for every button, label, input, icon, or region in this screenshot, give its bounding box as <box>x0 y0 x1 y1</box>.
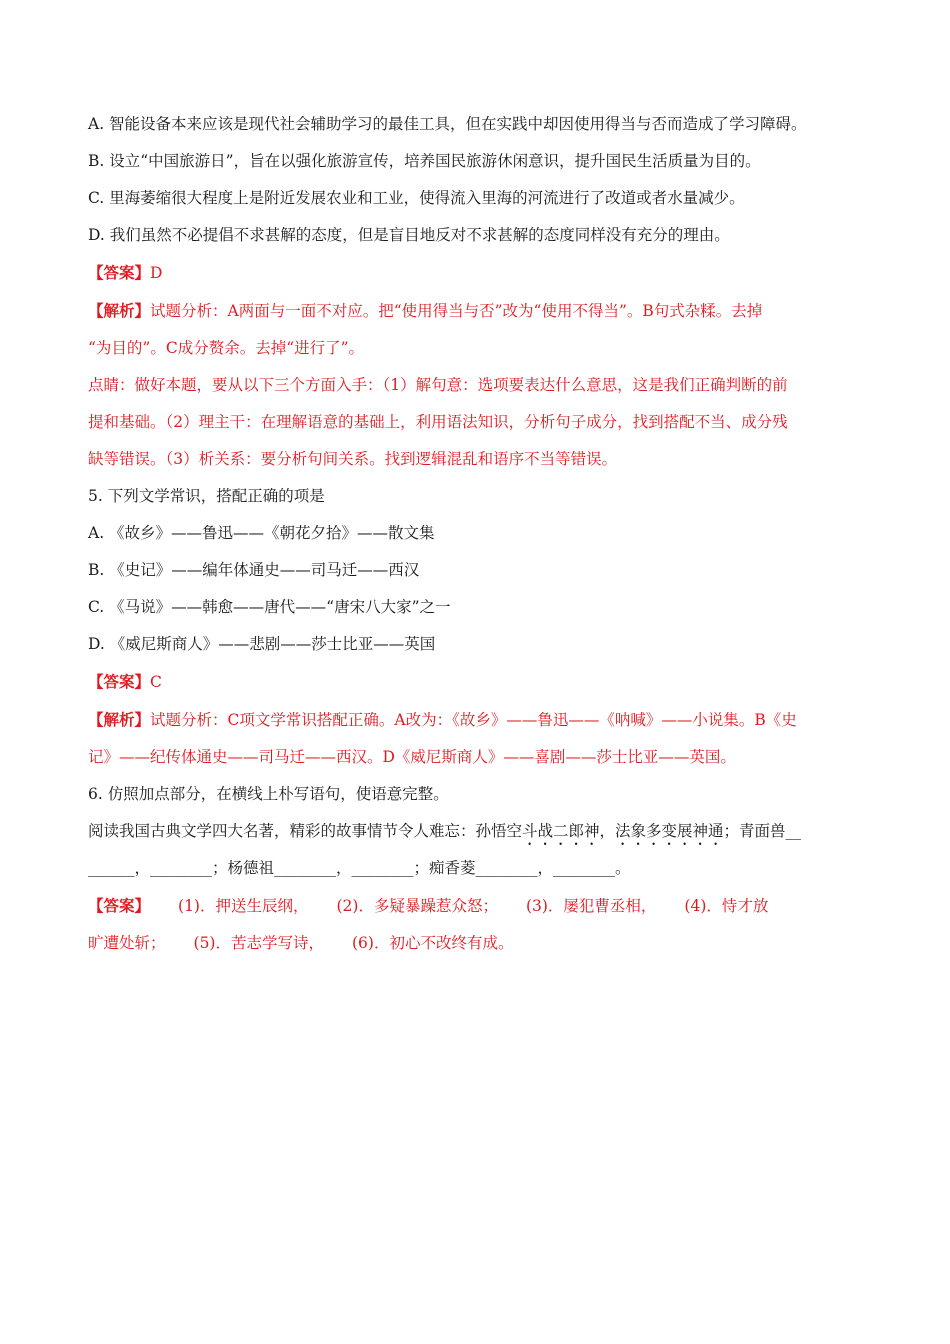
q4-option-b: B. 设立“中国旅游日”，旨在以强化旅游宣传，培养国民旅游休闲意识，提升国民生活质量为目的。 <box>88 152 761 170</box>
q5-analysis-cont: 记》——纪传体通史——司马迁——西汉。D《威尼斯商人》——喜剧——莎士比亚——英国。 <box>88 748 736 766</box>
analysis-label: 【解析】 <box>88 710 151 729</box>
answer-label: 【答案】 <box>88 263 151 282</box>
q4-tip-line3: 缺等错误。（3）析关系：要分析句间关系。找到逻辑混乱和语序不当等错误。 <box>88 450 618 468</box>
passage-text: 阅读我国古典文学四大名著，精彩的故事情节令人难忘：孙悟空 <box>88 822 523 840</box>
q4-option-d: D. 我们虽然不必提倡不求甚解的态度，但是盲目地反对不求甚解的态度同样没有充分的理由。 <box>88 226 730 244</box>
answer-item-4: (4)．恃才放 <box>684 897 769 915</box>
analysis-text: 试题分析：C项文学常识搭配正确。A改为：《故乡》——鲁迅——《呐喊》——小说集。B《史 <box>150 711 797 729</box>
q4-analysis-cont: “为目的”。C成分赘余。去掉“进行了”。 <box>88 339 365 357</box>
q6-passage-blanks: ______，________；杨德祖________，________；痴香菱________，________。 <box>88 859 631 877</box>
q4-answer <box>88 254 858 292</box>
q5-analysis <box>88 701 858 739</box>
answer-item-2: (2)．多疑暴躁惹众怒； <box>336 897 498 915</box>
answer-value: D <box>150 264 163 282</box>
answer-item-3: (3)．屡犯曹丞相， <box>525 897 657 915</box>
q5-option-d: D. 《威尼斯商人》——悲剧——莎士比亚——英国 <box>88 635 436 653</box>
q5-question: 5. 下列文学常识，搭配正确的项是 <box>88 487 325 505</box>
q4-tip-line2: 提和基础。（2）理主干：在理解语意的基础上，利用语法知识，分析句子成分，找到搭配不当、成分残 <box>88 413 788 431</box>
q6-question: 6. 仿照加点部分，在横线上朴写语句，使语意完整。 <box>88 785 449 803</box>
passage-dotted-text: 斗战二郎神，法象多变展神通 <box>522 822 724 840</box>
answer-item-5: (5)．苦志学写诗， <box>193 934 324 952</box>
answer-item-4-cont: 旷遭处斩； <box>88 934 166 952</box>
q4-option-a: A. 智能设备本来应该是现代社会辅助学习的最佳工具，但在实践中却因使用得当与否而造成了学习障碍。 <box>88 115 807 133</box>
passage-text-end: ；青面兽__ <box>723 822 802 840</box>
answer-item-1: (1)．押送生辰纲， <box>178 897 309 915</box>
q5-option-b: B. 《史记》——编年体通史——司马迁——西汉 <box>88 561 420 579</box>
q6-answer <box>88 887 858 925</box>
analysis-label: 【解析】 <box>88 301 151 320</box>
answer-item-6: (6)．初心不改终有成。 <box>351 934 514 952</box>
analysis-text: 试题分析：A两面与一面不对应。把“使用得当与否”改为“使用不得当”。B句式杂糅。去掉 <box>150 302 763 320</box>
q5-option-a: A. 《故乡》——鲁迅——《朝花夕拾》——散文集 <box>88 524 435 542</box>
q5-answer <box>88 663 858 701</box>
answer-label: 【答案】 <box>88 896 151 915</box>
q6-answer-cont <box>88 925 858 962</box>
q4-tip-line1: 点睛：做好本题，要从以下三个方面入手：（1）解句意：选项要表达什么意思，这是我们正确判断的前 <box>88 376 788 394</box>
q4-option-c: C. 里海萎缩很大程度上是附近发展农业和工业，使得流入里海的河流进行了改道或者水量减少。 <box>88 189 745 207</box>
answer-label: 【答案】 <box>88 672 151 691</box>
q4-analysis <box>88 292 858 330</box>
answer-value: C <box>150 673 162 691</box>
q6-passage <box>88 813 858 850</box>
q5-option-c: C. 《马说》——韩愈——唐代——“唐宋八大家”之一 <box>88 598 451 616</box>
document-content <box>88 106 858 962</box>
